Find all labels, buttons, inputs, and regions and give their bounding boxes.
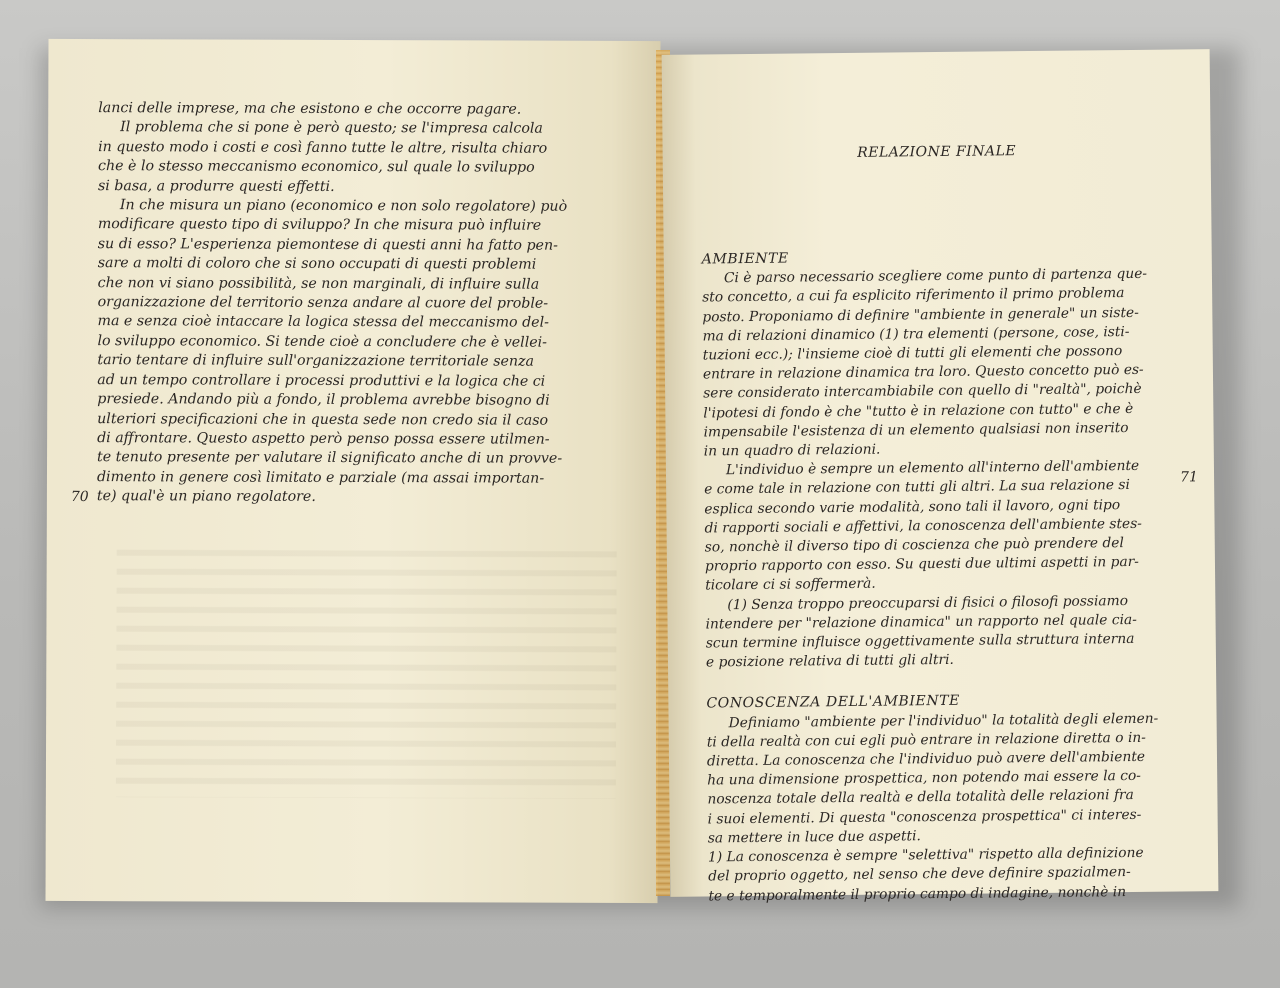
text-line: Ci è parso necessario scegliere come punto di partenza que- bbox=[723, 266, 1148, 287]
text-line: Definiamo "ambiente per l'individuo" la totalità degli elemen- bbox=[728, 710, 1159, 731]
left-page bbox=[45, 39, 660, 903]
text-line: ti della realtà con cui egli può entrare in relazione diretta o in- bbox=[706, 729, 1146, 751]
text-line: entrare in relazione dinamica tra loro. Questo concetto può es- bbox=[702, 362, 1144, 383]
text-line: te) qual'è un piano regolatore. bbox=[96, 488, 316, 505]
text-line: ulteriori specificazioni che in questa sede non credo sia il caso bbox=[97, 410, 549, 429]
right-page-body bbox=[702, 246, 1183, 907]
text-line: proprio rapporto con esso. Su questi due ultimi aspetti in par- bbox=[704, 554, 1140, 575]
text-line: l'ipotesi di fondo è che "tutto è in relazione con tutto" e che è bbox=[703, 400, 1134, 422]
page-number: 71 bbox=[1179, 469, 1198, 486]
text-line: si basa, a produrre questi effetti. bbox=[97, 177, 335, 195]
text-line: ha una dimensione prospettica, non potendo mai essere la co- bbox=[707, 768, 1141, 789]
footnote-line: (1) Senza troppo preoccuparsi di fisici o filosofi possiamo bbox=[727, 592, 1129, 613]
text-line: ticolare ci si soffermerà. bbox=[705, 576, 876, 594]
text-line: lanci delle imprese, ma che esistono e che occorre pagare. bbox=[98, 100, 522, 118]
text-line: modificare questo tipo di sviluppo? In che misura può influire bbox=[97, 216, 542, 235]
text-line: di rapporti sociali e affettivi, la conoscenza dell'ambiente stes- bbox=[704, 515, 1142, 537]
text-line: i suoi elementi. Di questa "conoscenza prospettica" ci interes- bbox=[707, 806, 1142, 828]
text-line: noscenza totale della realtà e della totalità delle relazioni fra bbox=[707, 787, 1134, 808]
text-line: del proprio oggetto, nel senso che deve definire spazialmen- bbox=[708, 864, 1131, 885]
text-line: dimento in genere così limitato e parziale (ma assai importan- bbox=[96, 468, 545, 487]
text-line: che è lo stesso meccanismo economico, sul quale lo sviluppo bbox=[98, 158, 535, 176]
text-line: organizzazione del territorio senza andare al cuore del proble- bbox=[97, 294, 549, 312]
footnote-line: intendere per "relazione dinamica" un rapporto nel quale cia- bbox=[705, 611, 1137, 633]
text-line: su di esso? L'esperienza piemontese di questi anni ha fatto pen- bbox=[97, 235, 558, 254]
text-line: tuzioni ecc.); l'insieme cioè di tutti gli elementi che possono bbox=[702, 343, 1123, 364]
footnote-line: scun termine influisce oggettivamente sulla struttura interna bbox=[705, 631, 1135, 652]
text-line: di affrontare. Questo aspetto però penso possa essere utilmen- bbox=[97, 430, 550, 448]
text-line: sare a molti di coloro che si sono occupati di questi problemi bbox=[97, 255, 537, 273]
text-line: ad un tempo controllare i processi produttivi e la logica che ci bbox=[97, 371, 546, 390]
section-heading: AMBIENTE bbox=[701, 250, 789, 268]
text-line: In che misura un piano (economico e non solo regolatore) può bbox=[119, 197, 568, 215]
text-line: tario tentare di influire sull'organizzazione territoriale senza bbox=[97, 352, 535, 370]
text-line: che non vi siano possibilità, se non marginali, di influire sulla bbox=[97, 274, 540, 293]
text-line: sa mettere in luce due aspetti. bbox=[707, 828, 921, 847]
text-line: te e temporalmente il proprio campo di indagine, nonchè in bbox=[708, 883, 1127, 904]
text-line: ma e senza cioè intaccare la logica stessa del meccanismo del- bbox=[97, 313, 549, 332]
footnote-line: e posizione relativa di tutti gli altri. bbox=[705, 652, 954, 671]
text-line: lo sviluppo economico. Si tende cioè a concludere che è vellei- bbox=[97, 332, 548, 351]
text-line: in un quadro di relazioni. bbox=[703, 441, 881, 460]
text-line: L'individuo è sempre un elemento all'interno dell'ambiente bbox=[725, 458, 1140, 479]
text-line: sere considerato intercambiabile con quello di "realtà", poichè bbox=[703, 381, 1142, 402]
left-page-body bbox=[97, 99, 603, 508]
text-line: e come tale in relazione con tutti gli altri. La sua relazione si bbox=[704, 477, 1130, 498]
section-heading: CONOSCENZA DELL'AMBIENTE bbox=[706, 693, 961, 712]
text-line: impensabile l'esistenza di un elemento qualsiasi non inserito bbox=[703, 419, 1129, 441]
right-page bbox=[662, 49, 1219, 904]
page-title: RELAZIONE FINALE bbox=[857, 143, 1017, 161]
text-line: 1) La conoscenza è sempre "selettiva" rispetto alla definizione bbox=[707, 844, 1144, 866]
text-line: te tenuto presente per valutare il significato anche di un provve- bbox=[97, 449, 563, 468]
text-line: diretta. La conoscenza che l'individuo può avere dell'ambiente bbox=[706, 748, 1146, 770]
text-line: ma di relazioni dinamico (1) tra elementi (persone, cose, isti- bbox=[702, 323, 1130, 345]
page-number: 70 bbox=[70, 489, 89, 506]
text-line: posto. Proponiamo di definire "ambiente in generale" un siste- bbox=[702, 304, 1139, 326]
text-line: so, nonchè il diverso tipo di coscienza che può prendere del bbox=[704, 535, 1124, 556]
show-through-text bbox=[116, 537, 617, 799]
text-line: in questo modo i costi e così fanno tutte le altre, risulta chiaro bbox=[98, 138, 548, 157]
text-line: Il problema che si pone è però questo; se l'impresa calcola bbox=[120, 119, 543, 138]
text-line: presiede. Andando più a fondo, il problema avrebbe bisogno di bbox=[97, 391, 550, 409]
text-line: esplica secondo varie modalità, sono tali il lavoro, ogni tipo bbox=[704, 496, 1121, 518]
text-line: sto concetto, a cui fa esplicito riferimento il primo problema bbox=[702, 285, 1125, 306]
